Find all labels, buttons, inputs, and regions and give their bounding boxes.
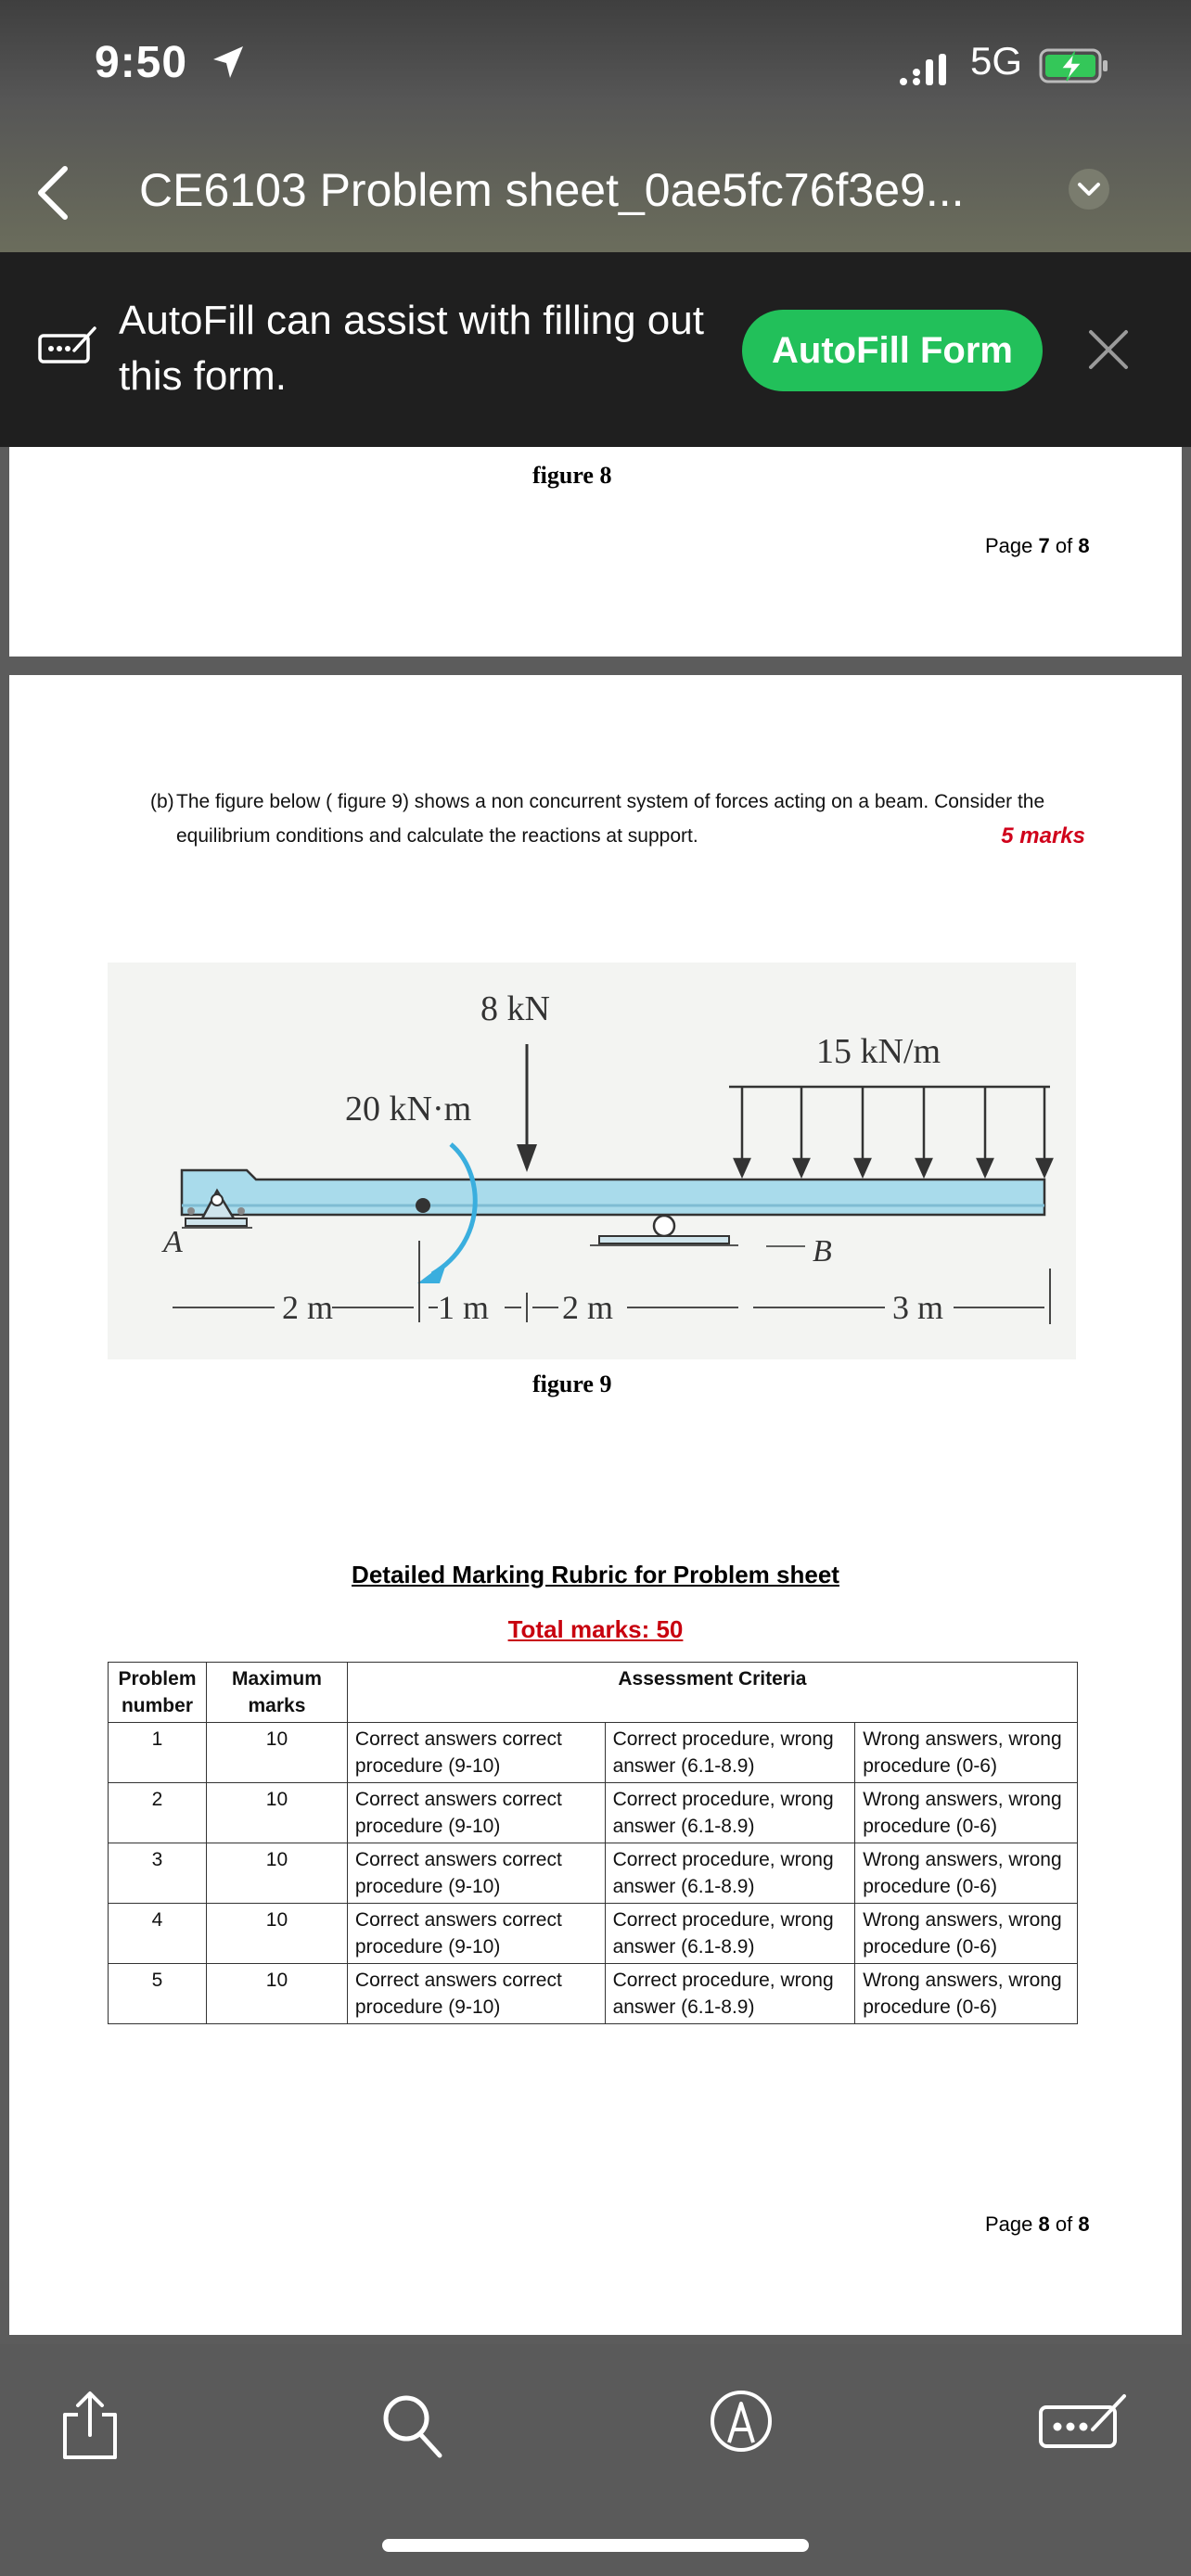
criteria-3-cell: Wrong answers, wrong procedure (0-6): [855, 1723, 1078, 1783]
pdf-page-8: [9, 675, 1182, 2335]
criteria-2-cell: Correct procedure, wrong answer (6.1-8.9): [605, 1843, 855, 1904]
criteria-1-cell: Correct answers correct procedure (9-10): [347, 1904, 605, 1964]
form-fill-icon: [37, 323, 98, 371]
label-a: A: [163, 1225, 183, 1259]
problem-cell: 5: [109, 1964, 207, 2024]
force-label: 8 kN: [480, 989, 550, 1028]
max-cell: 10: [206, 1783, 347, 1843]
problem-cell: 4: [109, 1904, 207, 1964]
figure-9-caption: figure 9: [532, 1371, 612, 1397]
signal-icon: [898, 52, 954, 89]
question-label: (b): [150, 791, 174, 812]
header-criteria: Assessment Criteria: [347, 1663, 1077, 1723]
criteria-3-cell: Wrong answers, wrong procedure (0-6): [855, 1783, 1078, 1843]
autofill-icon[interactable]: [1037, 2389, 1130, 2454]
figure-8-caption: figure 8: [532, 462, 612, 489]
criteria-2-cell: Correct procedure, wrong answer (6.1-8.9): [605, 1904, 855, 1964]
table-row: [109, 1964, 1078, 2024]
share-icon[interactable]: [58, 2389, 122, 2463]
table-row: [109, 1904, 1078, 1964]
max-cell: 10: [206, 1843, 347, 1904]
problem-cell: 3: [109, 1843, 207, 1904]
header-problem: Problem number: [109, 1663, 207, 1723]
chevron-down-icon[interactable]: [1067, 167, 1111, 211]
dim-1: 2 m: [282, 1289, 334, 1326]
criteria-2-cell: Correct procedure, wrong answer (6.1-8.9): [605, 1783, 855, 1843]
distributed-label: 15 kN/m: [816, 1032, 941, 1071]
rubric-header-row: [109, 1663, 1078, 1723]
home-indicator[interactable]: [382, 2539, 809, 2552]
document-title[interactable]: CE6103 Problem sheet_0ae5fc76f3e9...: [139, 164, 965, 216]
moment-label: 20 kN·m: [345, 1090, 472, 1129]
problem-cell: 2: [109, 1783, 207, 1843]
dim-3: 2 m: [562, 1289, 614, 1326]
rubric-title: Detailed Marking Rubric for Problem sheet: [352, 1561, 839, 1588]
autofill-message: AutoFill can assist with filling out this form.: [119, 298, 704, 399]
max-cell: 10: [206, 1723, 347, 1783]
markup-icon[interactable]: [709, 2389, 774, 2454]
back-chevron-icon[interactable]: [32, 163, 76, 223]
table-row: [109, 1783, 1078, 1843]
criteria-2-cell: Correct procedure, wrong answer (6.1-8.9): [605, 1964, 855, 2024]
table-row: [109, 1843, 1078, 1904]
network-type: 5G: [970, 39, 1023, 83]
dim-4: 3 m: [892, 1289, 944, 1326]
page-number-8: Page 8 of 8: [985, 2213, 1090, 2236]
rubric-table: [108, 1662, 1078, 2024]
question-marks: 5 marks: [1001, 823, 1085, 848]
criteria-1-cell: Correct answers correct procedure (9-10): [347, 1723, 605, 1783]
rubric-total-marks: Total marks: 50: [507, 1615, 684, 1643]
criteria-1-cell: Correct answers correct procedure (9-10): [347, 1964, 605, 2024]
max-cell: 10: [206, 1904, 347, 1964]
search-icon[interactable]: [380, 2391, 445, 2461]
question-b: [150, 784, 1085, 853]
header-max-marks: Maximum marks: [206, 1663, 347, 1723]
location-arrow-icon: [210, 45, 247, 82]
page-number-7: Page 7 of 8: [985, 534, 1090, 557]
dim-2: 1 m: [438, 1289, 490, 1326]
criteria-1-cell: Correct answers correct procedure (9-10): [347, 1843, 605, 1904]
criteria-3-cell: Wrong answers, wrong procedure (0-6): [855, 1964, 1078, 2024]
criteria-1-cell: Correct answers correct procedure (9-10): [347, 1783, 605, 1843]
criteria-3-cell: Wrong answers, wrong procedure (0-6): [855, 1904, 1078, 1964]
criteria-3-cell: Wrong answers, wrong procedure (0-6): [855, 1843, 1078, 1904]
figure-9-beam-diagram: [108, 963, 1076, 1359]
criteria-2-cell: Correct procedure, wrong answer (6.1-8.9): [605, 1723, 855, 1783]
question-text: The figure below ( figure 9) shows a non concurrent system of forces acting on a beam. Consider the equilibrium conditions and calculate the reactions at support.: [176, 791, 1045, 847]
status-time: 9:50: [95, 38, 188, 87]
max-cell: 10: [206, 1964, 347, 2024]
battery-charging-icon: [1039, 48, 1109, 85]
autofill-form-button[interactable]: AutoFill Form: [742, 310, 1043, 391]
problem-cell: 1: [109, 1723, 207, 1783]
label-b: B: [813, 1234, 832, 1269]
pdf-page-7: [9, 447, 1182, 657]
close-icon[interactable]: [1085, 326, 1132, 373]
table-row: [109, 1723, 1078, 1783]
